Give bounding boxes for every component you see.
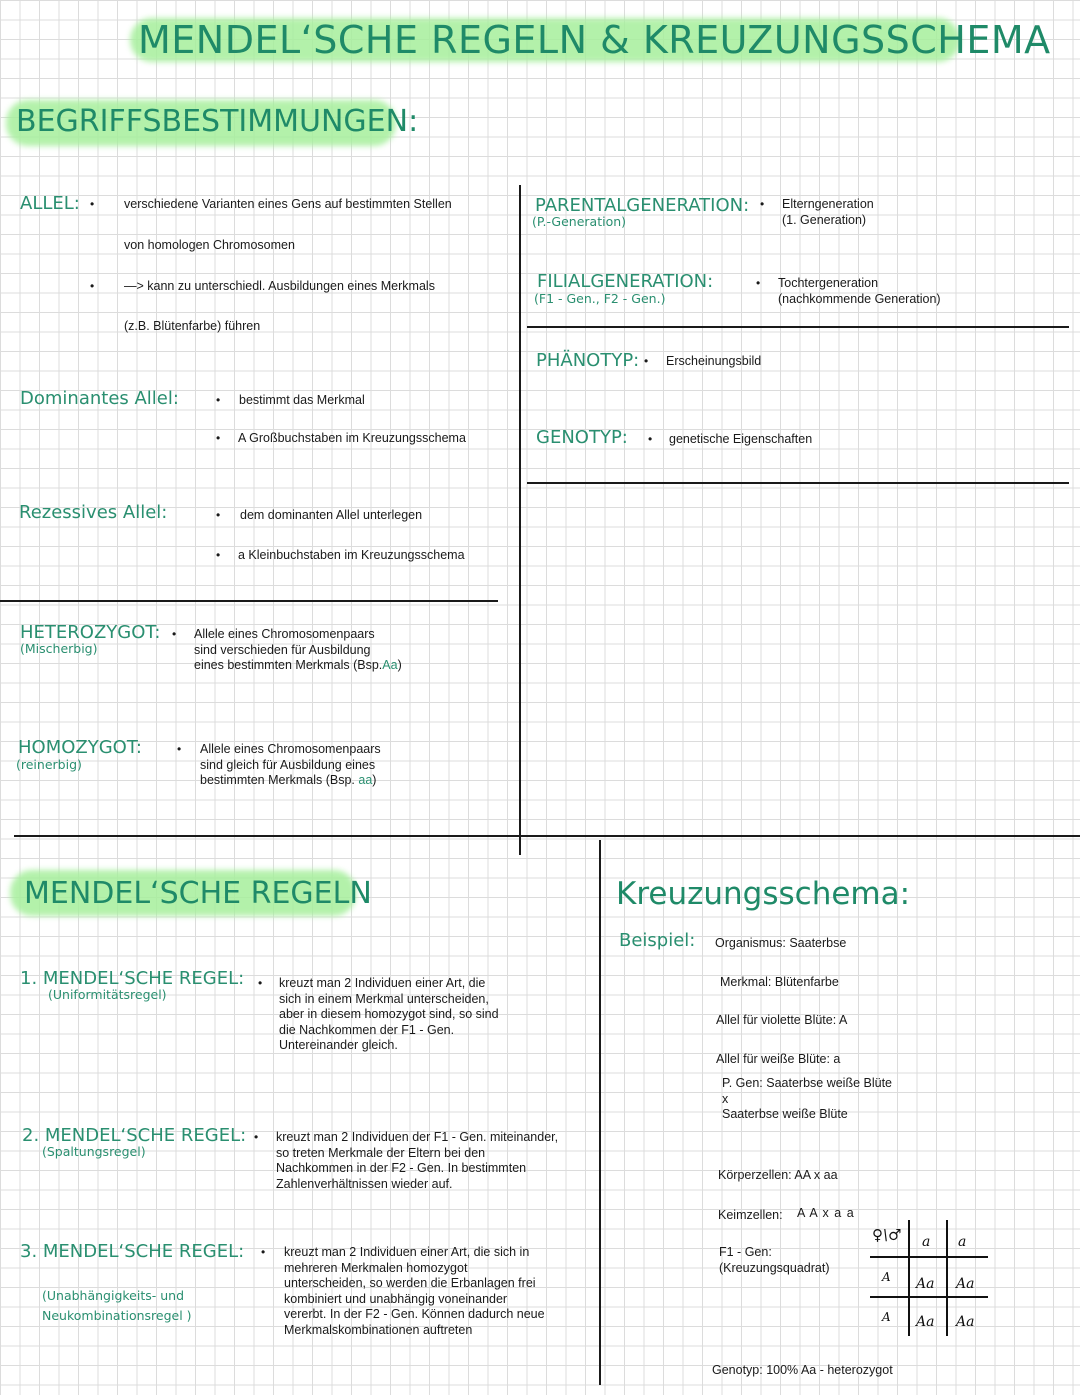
bullet: • (648, 432, 653, 446)
bullet: • (216, 548, 221, 562)
bullet: • (756, 276, 761, 290)
section-title-begriffsbestimmungen: BEGRIFFSBESTIMMUNGEN: (16, 104, 419, 139)
allel-line-4: (z.B. Blütenfarbe) führen (124, 319, 261, 333)
punnett-line (870, 1296, 988, 1298)
bullet: • (254, 1130, 259, 1144)
allel-line-1: verschiedene Varianten eines Gens auf bestimmten Stellen (124, 197, 452, 211)
homozygot-text: Allele eines Chromosomenpaars sind gleich für Ausbildung eines bestimmten Merkmals (Bsp. aa) (200, 742, 381, 787)
rule3-sub: (Unabhängigkeits- und Neukombinationsregel ) (42, 1288, 192, 1323)
bullet: • (90, 279, 95, 293)
bullet: • (644, 354, 649, 368)
rule3-text: kreuzt man 2 Individuen einer Art, die sich in mehreren Merkmalen homozygot unterscheiden, so werden die Erbanlagen frei kombiniert und unabhängig voneinander vererbt. In der F2 - Gen. Können dadurch neue Merkmalskombinationen auftreten (284, 1245, 545, 1337)
rule2-title: 2. MENDEL‘SCHE REGEL: (22, 1125, 247, 1146)
homozygot-example: aa (358, 773, 373, 787)
parental-sub: (P.-Generation) (532, 214, 627, 229)
term-homozygot: HOMOZYGOT: (18, 737, 142, 758)
heterozygot-example: Aa (382, 658, 398, 672)
punnett-corner-symbols: ♀\♂ (872, 1226, 902, 1244)
bullet: • (90, 197, 95, 211)
page-title: MENDEL‘SCHE REGELN & KREUZUNGSSCHEMA (138, 18, 1051, 62)
punnett-cell-11: Aa (916, 1276, 935, 1292)
punnett-line (946, 1220, 948, 1336)
term-allel: ALLEL: (20, 193, 80, 214)
punnett-cell-12: Aa (956, 1276, 975, 1292)
allel-weiss: Allel für weiße Blüte: a (716, 1052, 841, 1066)
punnett-square (870, 1220, 990, 1336)
rezessiv-bullet-2: a Kleinbuchstaben im Kreuzungsschema (238, 548, 465, 562)
punnett-row-1: A (882, 1270, 891, 1284)
phaenotyp-text: Erscheinungsbild (666, 354, 762, 368)
bullet: • (760, 197, 765, 211)
section-title-mendelsche-regeln: MENDEL‘SCHE REGELN (24, 876, 372, 911)
allel-line-3: —> kann zu unterschiedl. Ausbildungen eines Merkmals (124, 279, 435, 293)
term-dominantes-allel: Dominantes Allel: (20, 388, 179, 409)
divider-horizontal-main (14, 835, 1080, 837)
term-parentalgeneration: PARENTALGENERATION: (535, 195, 750, 216)
divider-vertical-bottom (599, 840, 601, 1385)
f1-label: F1 - Gen: (Kreuzungsquadrat) (719, 1245, 830, 1275)
bullet: • (261, 1245, 266, 1259)
section-title-kreuzungsschema: Kreuzungsschema: (616, 876, 911, 912)
homozygot-sub: (reinerbig) (16, 757, 82, 772)
bullet: • (177, 742, 182, 756)
filial-text: Tochtergeneration (nachkommende Generation) (778, 276, 941, 306)
genotyp-result: Genotyp: 100% Aa - heterozygot (712, 1363, 893, 1377)
organismus: Organismus: Saaterbse (715, 936, 847, 950)
genotyp-text: genetische Eigenschaften (669, 432, 813, 446)
bullet: • (216, 431, 221, 445)
p-gen: P. Gen: Saaterbse weiße Blüte x Saaterbse weiße Blüte (722, 1076, 893, 1121)
punnett-cell-21: Aa (916, 1314, 935, 1330)
rule2-sub: (Spaltungsregel) (42, 1144, 146, 1159)
punnett-col-1: a (922, 1234, 931, 1250)
term-genotyp: GENOTYP: (536, 427, 628, 448)
rule1-title: 1. MENDEL‘SCHE REGEL: (20, 968, 245, 989)
term-filialgeneration: FILIALGENERATION: (537, 271, 714, 292)
keimzellen-value: A A x a a (797, 1206, 855, 1220)
rule1-text: kreuzt man 2 Individuen einer Art, die sich in einem Merkmal unterscheiden, aber in diesem homozygot sind, so sind die Nachkommen der F1 - Gen. Untereinander gleich. (279, 976, 499, 1052)
koerperzellen: Körperzellen: AA x aa (718, 1168, 838, 1182)
rezessiv-bullet-1: dem dominanten Allel unterlegen (240, 508, 423, 522)
divider-right-1 (527, 326, 1069, 328)
parental-text: Elterngeneration (1. Generation) (782, 197, 874, 227)
punnett-cell-22: Aa (956, 1314, 975, 1330)
filial-sub: (F1 - Gen., F2 - Gen.) (534, 291, 666, 306)
allel-line-2: von homologen Chromosomen (124, 238, 295, 252)
keimzellen-label: Keimzellen: (718, 1208, 783, 1222)
punnett-line (870, 1256, 988, 1258)
dominant-bullet-1: bestimmt das Merkmal (239, 393, 365, 407)
divider-right-2 (527, 482, 1069, 484)
heterozygot-sub: (Mischerbig) (20, 641, 98, 656)
rule3-title: 3. MENDEL‘SCHE REGEL: (20, 1241, 245, 1262)
merkmal: Merkmal: Blütenfarbe (720, 975, 839, 989)
term-heterozygot: HETEROZYGOT: (20, 622, 161, 643)
allel-violett: Allel für violette Blüte: A (716, 1013, 848, 1027)
term-phaenotyp: PHÄNOTYP: (536, 350, 640, 371)
beispiel-label: Beispiel: (619, 930, 696, 951)
heterozygot-text: Allele eines Chromosomenpaars sind verschieden für Ausbildung eines bestimmten Merkmals (Bsp.Aa) (194, 627, 402, 672)
punnett-col-2: a (958, 1234, 967, 1250)
bullet: • (216, 508, 221, 522)
term-rezessives-allel: Rezessives Allel: (19, 502, 168, 523)
divider-left-mid (0, 600, 498, 602)
dominant-bullet-2: A Großbuchstaben im Kreuzungsschema (238, 431, 466, 445)
rule2-text: kreuzt man 2 Individuen der F1 - Gen. miteinander, so treten Merkmale der Eltern bei den Nachkommen in der F2 - Gen. In bestimmten Zahlenverhältnissen wieder auf. (276, 1130, 559, 1191)
divider-vertical-top (519, 185, 521, 855)
bullet: • (258, 976, 263, 990)
bullet: • (216, 393, 221, 407)
bullet: • (172, 627, 177, 641)
punnett-line (908, 1220, 910, 1336)
punnett-row-2: A (882, 1310, 891, 1324)
rule1-sub: (Uniformitätsregel) (48, 987, 167, 1002)
